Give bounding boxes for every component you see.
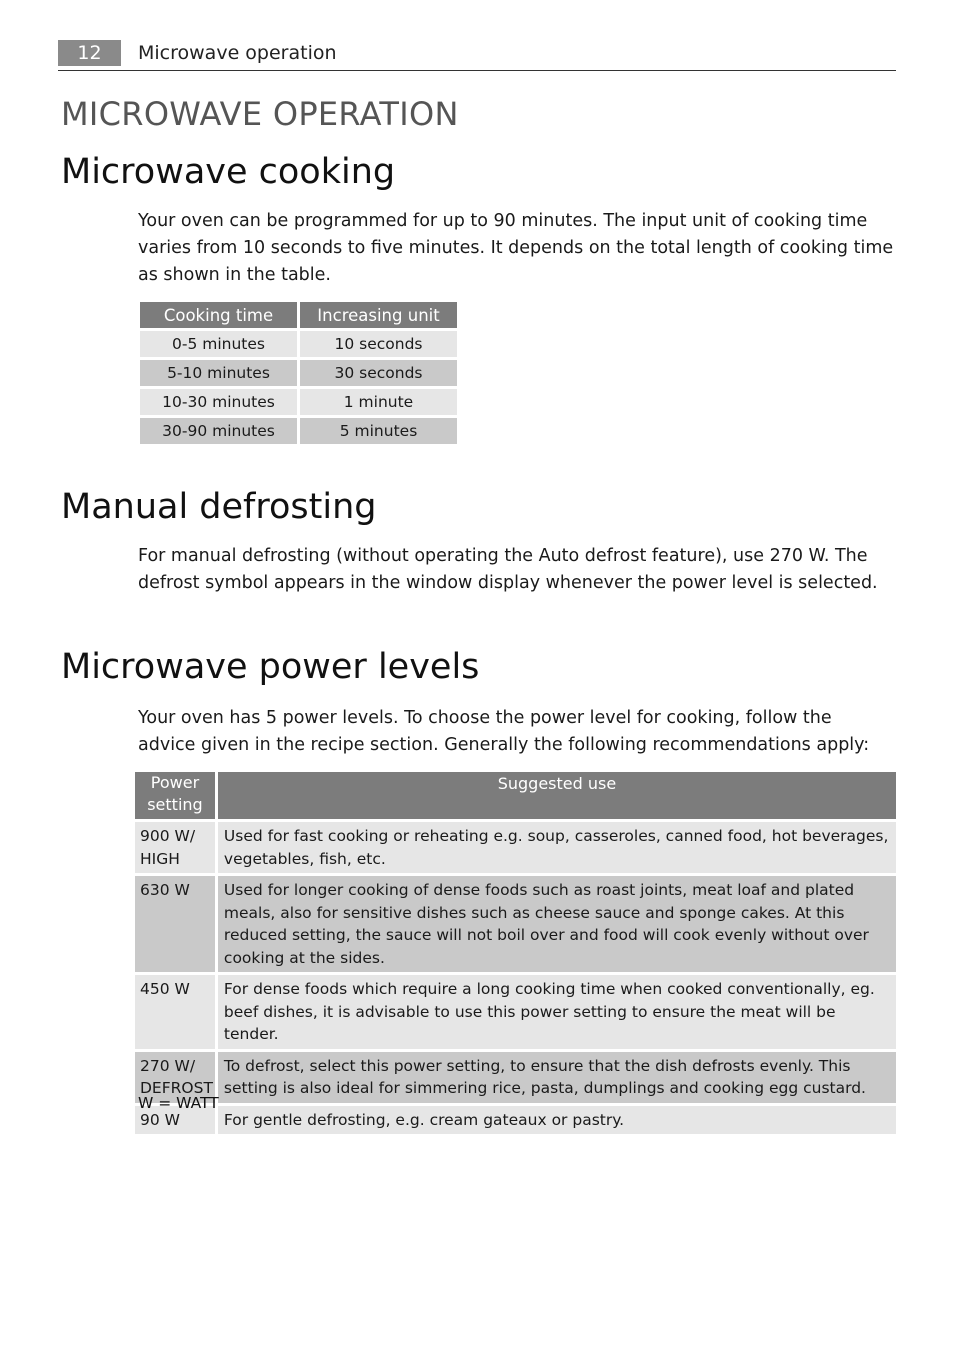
column-header: Increasing unit — [300, 302, 457, 328]
table-cell: 10 seconds — [300, 331, 457, 357]
table-row — [135, 1106, 896, 1135]
power-levels-table — [132, 769, 899, 1137]
column-header: Power setting — [135, 772, 215, 819]
table-cell: 30-90 minutes — [140, 418, 297, 444]
table-row — [140, 360, 457, 386]
table-cell: 10-30 minutes — [140, 389, 297, 415]
table-row — [135, 822, 896, 873]
table-cell: 30 seconds — [300, 360, 457, 386]
cooking-paragraph: Your oven can be programmed for up to 90 minutes. The input unit of cooking time varies from 10 seconds to five minutes. It depends on the total length of cooking time as shown in the table. — [138, 211, 894, 285]
heading-microwave-cooking: Microwave cooking — [61, 152, 396, 192]
cooking-time-table — [137, 299, 460, 447]
power-setting-cell: 270 W/ DEFROST — [135, 1052, 215, 1103]
heading-manual-defrosting: Manual defrosting — [61, 487, 377, 527]
section-title: MICROWAVE OPERATION — [61, 95, 459, 133]
power-setting-cell: 450 W — [135, 975, 215, 1049]
power-setting-cell: 630 W — [135, 876, 215, 972]
table-cell: 5-10 minutes — [140, 360, 297, 386]
suggested-use-cell: For gentle defrosting, e.g. cream gateaux or pastry. — [218, 1106, 896, 1135]
heading-power-levels: Microwave power levels — [61, 647, 480, 687]
power-levels-paragraph: Your oven has 5 power levels. To choose the power level for cooking, follow the advice given in the recipe section. Generally the following recommendations apply: — [138, 708, 870, 755]
defrosting-paragraph: For manual defrosting (without operating the Auto defrost feature), use 270 W. The defrost symbol appears in the window display whenever the power level is selected. — [138, 546, 878, 593]
power-setting-cell: 90 W — [135, 1106, 215, 1135]
table-row — [140, 331, 457, 357]
table-header-row — [135, 772, 896, 819]
table-header-row — [140, 302, 457, 328]
page-header — [58, 40, 896, 71]
column-header: Cooking time — [140, 302, 297, 328]
table-cell: 1 minute — [300, 389, 457, 415]
suggested-use-cell: Used for fast cooking or reheating e.g. soup, casseroles, canned food, hot beverages, vegetables, fish, etc. — [218, 822, 896, 873]
suggested-use-cell: Used for longer cooking of dense foods such as roast joints, meat loaf and plated meals, also for sensitive dishes such as cheese sauce and sponge cakes. At this reduced setting, the sauce will not boil over and food will cook evenly without over cooking at the sides. — [218, 876, 896, 972]
table-row — [135, 975, 896, 1049]
power-setting-cell: 900 W/ HIGH — [135, 822, 215, 873]
table-row — [135, 876, 896, 972]
column-header: Suggested use — [218, 772, 896, 819]
table-row — [140, 418, 457, 444]
header-title: Microwave operation — [138, 42, 337, 64]
table-cell: 0-5 minutes — [140, 331, 297, 357]
table-cell: 5 minutes — [300, 418, 457, 444]
page-number: 12 — [58, 40, 121, 66]
footnote: W = WATT — [138, 1094, 219, 1112]
table-row — [140, 389, 457, 415]
suggested-use-cell: To defrost, select this power setting, to ensure that the dish defrosts evenly. This setting is also ideal for simmering rice, pasta, dumplings and cooking egg custard. — [218, 1052, 896, 1103]
suggested-use-cell: For dense foods which require a long cooking time when cooked conventionally, eg. beef dishes, it is advisable to use this power setting to ensure the meat will be tender. — [218, 975, 896, 1049]
table-row — [135, 1052, 896, 1103]
